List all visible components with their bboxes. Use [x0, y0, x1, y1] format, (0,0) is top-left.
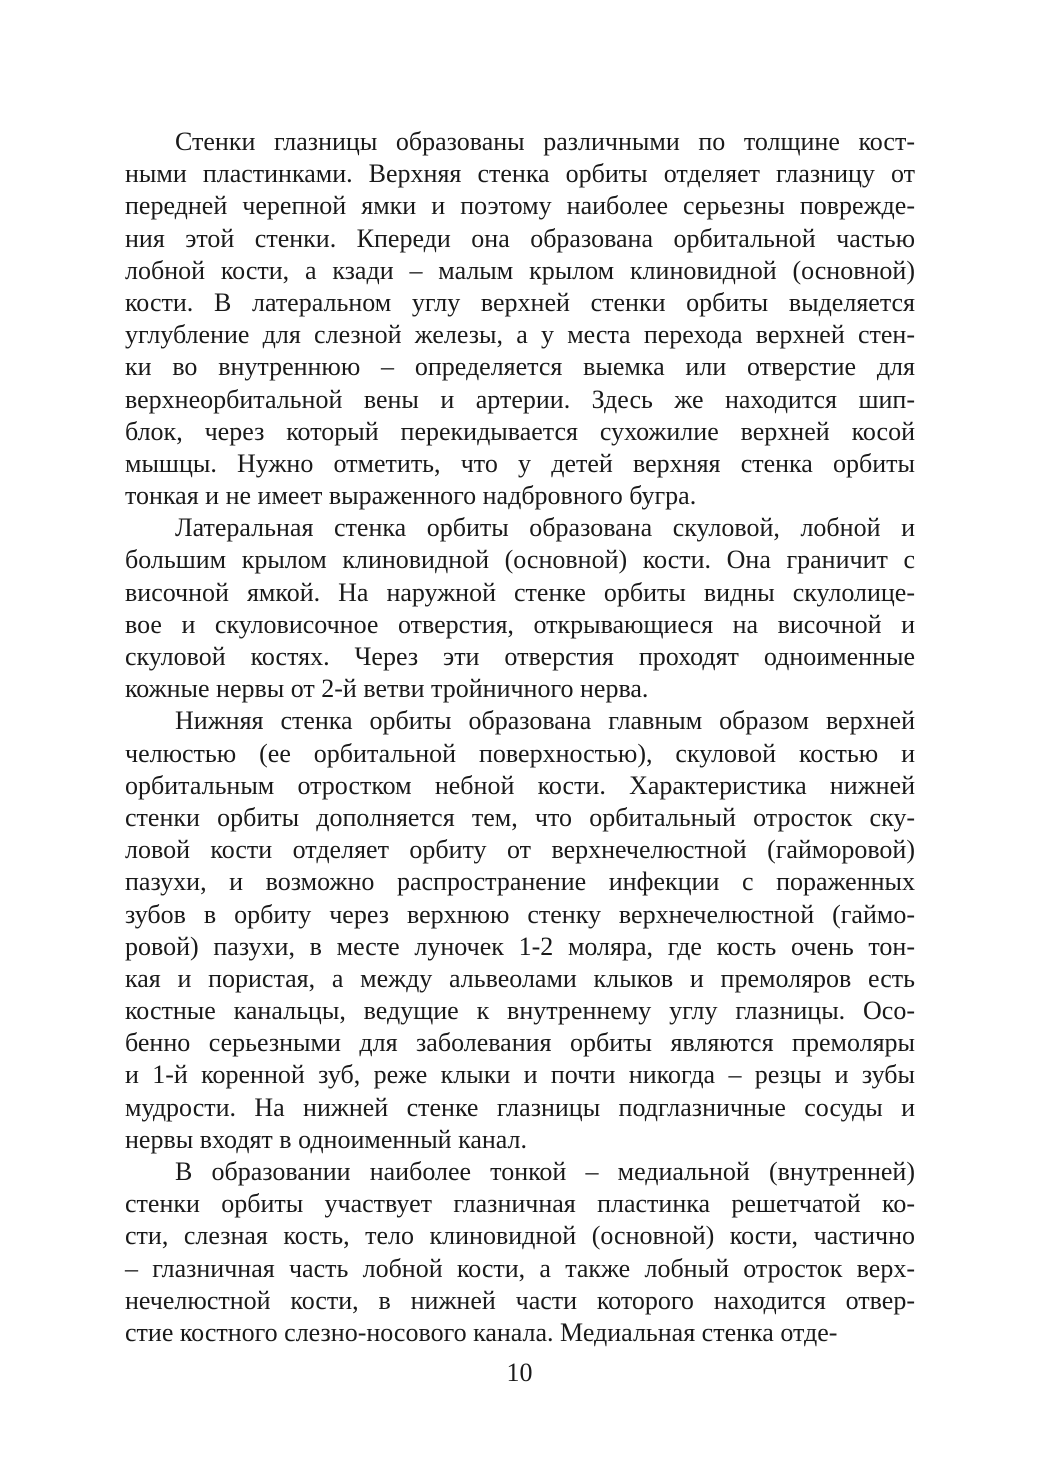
- text-line: блок, через который перекидывается сухожилие верхней косой: [125, 416, 915, 446]
- text-line: В образовании наиболее тонкой – медиальной (внутренней): [175, 1157, 915, 1186]
- text-line: ния этой стенки. Кпереди она образована орбитальной частью: [125, 223, 915, 253]
- paragraph: [125, 512, 915, 705]
- text-line: стенки орбиты дополняется тем, что орбитальный отросток ску-: [125, 802, 915, 832]
- text-line: зубов в орбиту через верхнюю стенку верхнечелюстной (гаймо-: [125, 899, 915, 929]
- text-line: челюстью (ее орбитальной поверхностью), скуловой костью и: [125, 738, 915, 768]
- text-line: костные канальцы, ведущие к внутреннему углу глазницы. Осо-: [125, 996, 915, 1026]
- text-line: орбитальным отростком небной кости. Характеристика нижней: [125, 770, 915, 800]
- text-line: нервы входят в одноименный канал.: [125, 1124, 528, 1154]
- text-line: кости. В латеральном углу верхней стенки орбиты выделяется: [125, 287, 915, 317]
- text-line: вое и скуловисочное отверстия, открывающиеся на височной и: [125, 609, 915, 639]
- text-line: тонкая и не имеет выраженного надбровного бугра.: [125, 481, 697, 511]
- text-line: и 1-й коренной зуб, реже клыки и почти никогда – резцы и зубы: [125, 1060, 915, 1090]
- text-line: нечелюстной кости, в нижней части которого находится отвер-: [125, 1285, 915, 1315]
- text-line: сти, слезная кость, тело клиновидной (основной) кости, частично: [125, 1221, 915, 1251]
- text-line: кожные нервы от 2-й ветви тройничного нерва.: [125, 674, 649, 704]
- text-line: Нижняя стенка орбиты образована главным образом верхней: [175, 706, 915, 736]
- text-line: стенки орбиты участвует глазничная пластинка решетчатой ко-: [125, 1189, 915, 1219]
- paragraph: [125, 705, 915, 1156]
- text-line: височной ямкой. На наружной стенке орбиты видны скулолице-: [125, 577, 915, 607]
- text-line: Латеральная стенка орбиты образована скуловой, лобной и: [175, 513, 915, 543]
- text-line: скуловой костях. Через эти отверстия проходят одноименные: [125, 642, 915, 671]
- text-line: верхнеорбитальной вены и артерии. Здесь же находится шип-: [125, 384, 915, 414]
- body-text: [125, 126, 915, 1349]
- text-line: стие костного слезно-носового канала. Медиальная стенка отде-: [125, 1317, 838, 1347]
- text-line: большим крылом клиновидной (основной) кости. Она граничит с: [125, 545, 915, 575]
- text-line: ки во внутреннюю – определяется выемка или отверстие для: [125, 352, 915, 382]
- text-line: ными пластинками. Верхняя стенка орбиты отделяет глазницу от: [125, 159, 915, 189]
- text-line: ловой кости отделяет орбиту от верхнечелюстной (гайморовой): [125, 835, 915, 865]
- paragraph: [125, 1156, 915, 1349]
- text-line: кая и пористая, а между альвеолами клыков и премоляров есть: [125, 963, 915, 993]
- page-number: 10: [506, 1358, 533, 1387]
- paragraph: [125, 126, 915, 512]
- text-line: углубление для слезной железы, а у места перехода верхней стен-: [125, 320, 915, 350]
- text-line: Стенки глазницы образованы различными по толщине кост-: [175, 127, 915, 156]
- text-line: пазухи, и возможно распространение инфекции с пораженных: [125, 867, 915, 897]
- text-line: ровой) пазухи, в месте луночек 1-2 моляра, где кость очень тон-: [125, 931, 915, 961]
- text-line: лобной кости, а кзади – малым крылом клиновидной (основной): [125, 255, 915, 285]
- text-line: мудрости. На нижней стенке глазницы подглазничные сосуды и: [125, 1092, 915, 1122]
- text-line: передней черепной ямки и поэтому наиболее серьезны поврежде-: [125, 191, 915, 221]
- text-line: бенно серьезными для заболевания орбиты являются премоляры: [125, 1028, 915, 1058]
- text-line: мышцы. Нужно отметить, что у детей верхняя стенка орбиты: [125, 448, 915, 478]
- text-line: – глазничная часть лобной кости, а также лобный отросток верх-: [125, 1253, 915, 1283]
